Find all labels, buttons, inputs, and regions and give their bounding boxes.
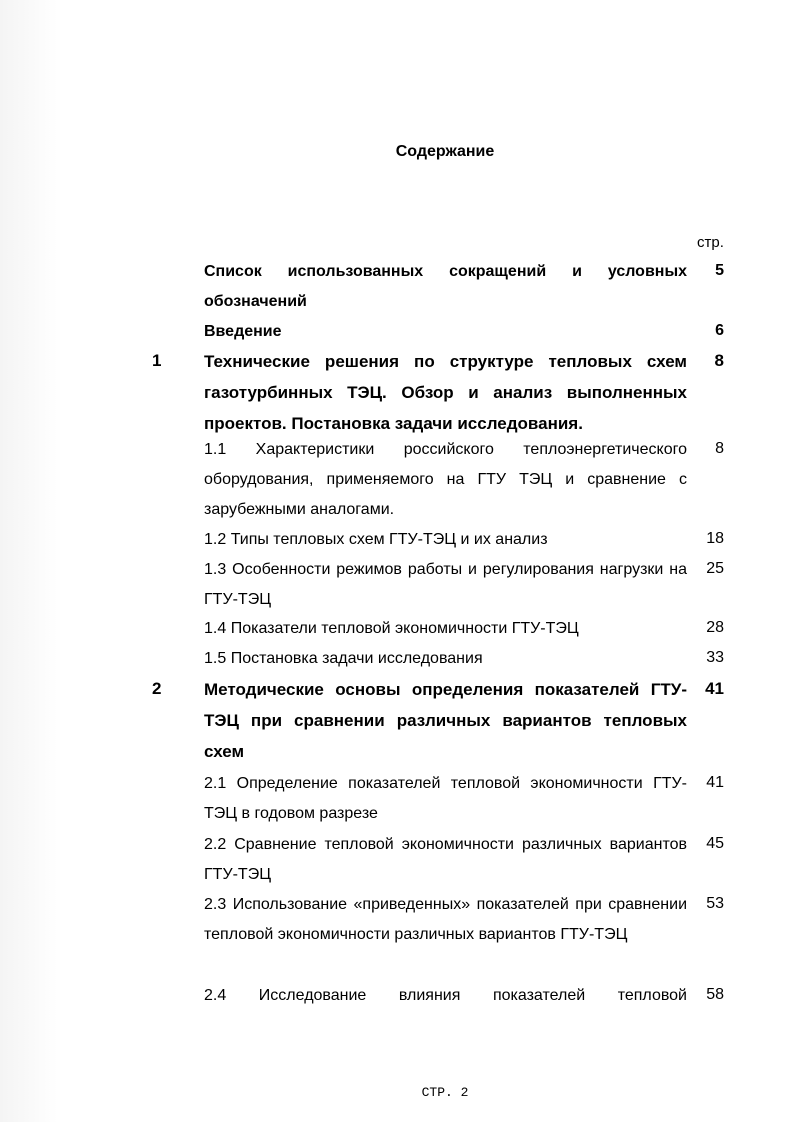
toc-entry-number: 2 xyxy=(152,679,162,698)
page-footer: СТР. 2 xyxy=(421,1085,469,1100)
toc-entry-text: 1.3 Особенности режимов работы и регулирования нагрузки на ГТУ-ТЭЦ xyxy=(204,561,687,608)
toc-entry-text: 1.2 Типы тепловых схем ГТУ-ТЭЦ и их анализ xyxy=(204,531,548,548)
toc-entry-text: 1.4 Показатели тепловой экономичности ГТУ-ТЭЦ xyxy=(204,620,579,637)
toc-entry-page: 41 xyxy=(705,679,724,698)
toc-entry-text: Методические основы определения показателей ГТУ-ТЭЦ при сравнении различных вариантов тепловых схем xyxy=(204,680,687,761)
toc-entry-number: 1 xyxy=(152,351,162,370)
toc-entry-text: 2.1 Определение показателей тепловой экономичности ГТУ-ТЭЦ в годовом разрезе xyxy=(204,775,687,822)
toc-entry-page: 18 xyxy=(706,530,724,547)
toc-entry-page: 8 xyxy=(715,440,724,457)
toc-entry-page: 6 xyxy=(715,322,724,339)
toc-entry-text: 1.5 Постановка задачи исследования xyxy=(204,650,483,667)
toc-entry-page: 8 xyxy=(714,351,724,370)
page-column-label: стр. xyxy=(697,234,724,251)
toc-entry-text: 1.1 Характеристики российского теплоэнергетического оборудования, применяемого на ГТУ ТЭЦ и сравнение с зарубежными аналогами. xyxy=(204,441,687,518)
toc-entry-page: 33 xyxy=(706,649,724,666)
toc-entry-text: Введение xyxy=(204,323,282,340)
toc-entry-page: 5 xyxy=(715,262,724,279)
toc-entry-page: 25 xyxy=(706,560,724,577)
toc-entry-text: 2.2 Сравнение тепловой экономичности различных вариантов ГТУ-ТЭЦ xyxy=(204,836,687,883)
toc-entry-page: 53 xyxy=(706,895,724,912)
toc-entry-page: 41 xyxy=(706,774,724,791)
toc-entry-text: 2.4 Исследование влияния показателей тепловой xyxy=(204,987,687,1004)
toc-entry-text: Список использованных сокращений и условных обозначений xyxy=(204,263,687,310)
toc-entry-page: 58 xyxy=(706,986,724,1003)
toc-entry-page: 45 xyxy=(706,835,724,852)
toc-entry-text: 2.3 Использование «приведенных» показателей при сравнении тепловой экономичности различных вариантов ГТУ-ТЭЦ xyxy=(204,896,687,943)
toc-entry-page: 28 xyxy=(706,619,724,636)
page-title: Содержание xyxy=(395,143,495,160)
toc-entry-text: Технические решения по структуре тепловых схем газотурбинных ТЭЦ. Обзор и анализ выполненных проектов. Постановка задачи исследования. xyxy=(204,352,687,433)
